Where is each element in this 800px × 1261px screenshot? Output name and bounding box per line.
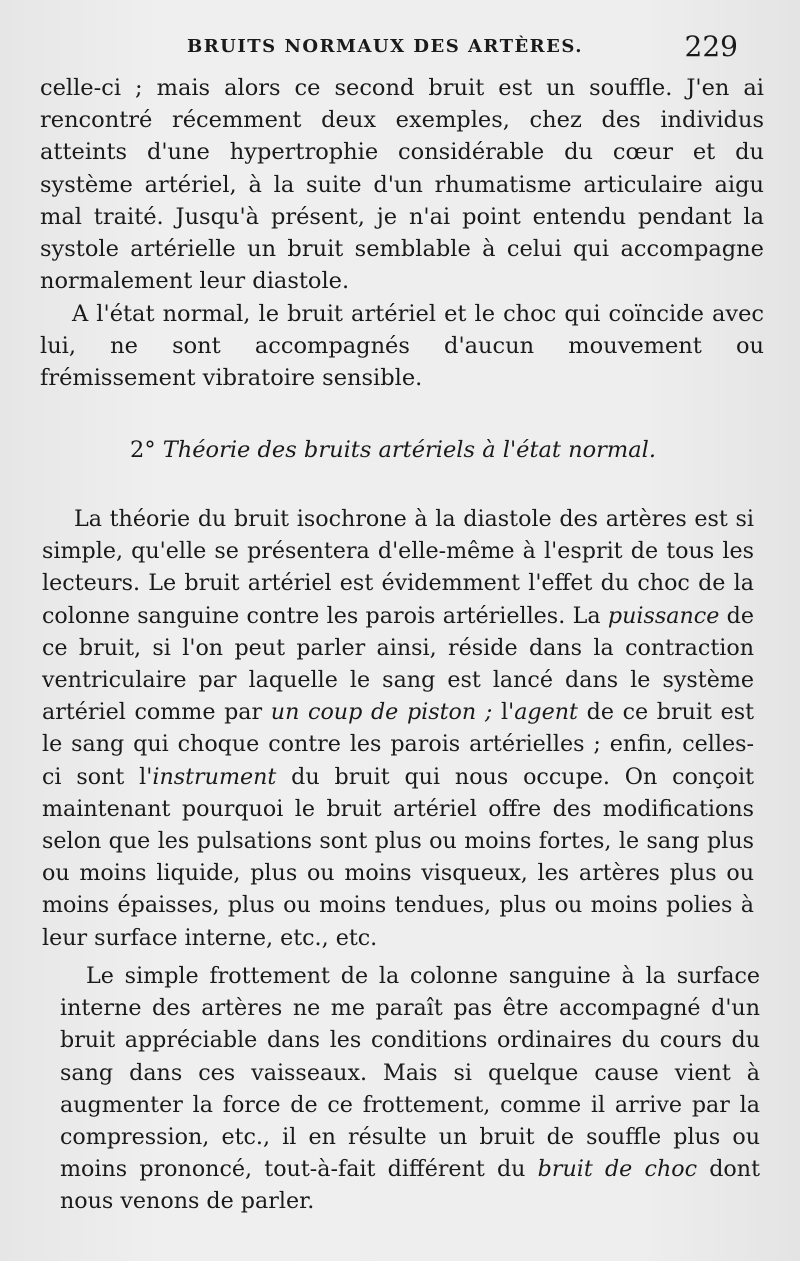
page-number: 229 (684, 30, 738, 63)
p3-emphasis-piston: un coup de piston ; (270, 699, 493, 726)
paragraph-3 (42, 503, 754, 954)
running-title: BRUITS NORMAUX DES ARTÈRES. (187, 36, 583, 57)
paragraph-4 (60, 960, 760, 1218)
p4-text-1: Le simple frottement de la colonne sanguine à la surface interne des artères ne me paraît pas être accompagné d'un bruit appréciable dans les conditions ordinaires du cours du sang dans ces vaisseaux. Mais si quelque cause vient à augmenter la force de ce frottement, comme il arrive par la compression, etc., il en résulte un bruit de souffle plus ou moins prononcé, tout-à-fait différent du (60, 963, 760, 1183)
p3-text-1: La théorie du bruit isochrone à la diastole des artères est si simple, qu'elle se présentera d'elle-même à l'esprit de tous les lecteurs. Le bruit artériel est évidemment l'effet du choc de la colonne sanguine contre les parois artérielles. La (42, 506, 754, 629)
p4-text-2: dont nous venons de parler. (60, 1156, 760, 1215)
p4-emphasis-bruit-de-choc: bruit de choc (537, 1156, 698, 1183)
p3-text-2: de ce bruit, si l'on peut parler ainsi, réside dans la contraction ventriculaire par laquelle le sang est lancé dans le système artériel comme par (42, 602, 754, 726)
section-title: Théorie des bruits artériels à l'état normal. (162, 437, 657, 463)
p3-text-4: de ce bruit est le sang qui choque contre les parois artérielles ; enfin, celles-ci sont l' (42, 699, 755, 790)
paragraph-1: celle-ci ; mais alors ce second bruit est un souffle. J'en ai rencontré récemment deux exemples, chez des individus atteints d'une hypertrophie considérable du cœur et du système artériel, à la suite d'un rhumatisme articulaire aigu mal traité. Jusqu'à présent, je n'ai point entendu pendant la systole artérielle un bruit semblable à celui qui accompagne normalement leur diastole. (40, 75, 764, 295)
p3-emphasis-agent: agent (514, 699, 578, 726)
p3-text-5: du bruit qui nous occupe. On conçoit maintenant pourquoi le bruit artériel offre des modifications selon que les pulsations sont plus ou moins fortes, le sang plus ou moins liquide, plus ou moins visqueux, les artères plus ou moins épaisses, plus ou moins tendues, plus ou moins polies à leur surface interne, etc., etc. (42, 763, 754, 951)
p3-emphasis-puissance: puissance (607, 602, 720, 629)
section-number: 2° (130, 437, 156, 463)
p3-emphasis-instrument: instrument (152, 763, 277, 790)
section-heading (130, 437, 656, 463)
p3-text-3: l' (492, 699, 515, 726)
paragraph-2: A l'état normal, le bruit artériel et le choc qui coïncide avec lui, ne sont accompagnés d'aucun mouvement ou frémissement vibratoire sensible. (40, 301, 764, 392)
